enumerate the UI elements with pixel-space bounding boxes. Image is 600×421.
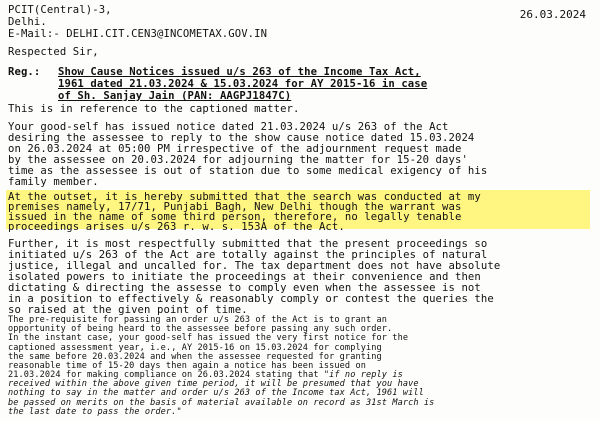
letter-date: 26.03.2024	[519, 8, 586, 21]
para3-line: initiated u/s 263 of the Act are totally against the principles of natural	[8, 249, 488, 261]
para1-line: time as the assessee is out of station due to some medical exigency of his	[8, 165, 488, 177]
quote-line: be passed on merits on the basis of material available on record as 31st March is	[8, 397, 435, 408]
para1-line: Your good-self has issued notice dated 21.03.2024 u/s 263 of the Act	[8, 121, 449, 133]
intro-line: This is in reference to the captioned matter.	[8, 103, 300, 115]
para4-line: captioned assessment year, i.e., AY 2015-16 on 15.03.2024 for complying	[8, 342, 382, 353]
para3-line: justice, illegal and uncalled for. The tax department does not have absolute	[8, 260, 501, 272]
para3-line: in a position to effectively & reasonably comply or contest the queries the	[8, 293, 494, 305]
para2-line: At the outset, it is hereby submitted that the search was conducted at my	[8, 191, 481, 203]
para4-line-text: 21.03.2024 for making compliance on 26.03.2024 stating that	[8, 370, 319, 381]
salutation: Respected Sir,	[8, 46, 99, 58]
para3-line: isolated powers to initiate the proceedings at their convenience and then	[8, 271, 481, 283]
quote-text: "if no reply is	[323, 370, 403, 381]
email-line: E-Mail:- DELHI.CIT.CEN3@INCOMETAX.GOV.IN	[8, 28, 268, 40]
office-line: PCIT(Central)-3,	[8, 4, 112, 16]
para1-line: on 26.03.2024 at 05:00 PM irrespective of the adjournment request made	[8, 143, 462, 155]
para1-line: desiring the assessee to reply to the show cause notice dated 15.03.2024	[8, 132, 475, 144]
para3-line: so raised at the given point of time.	[8, 304, 248, 316]
reg-line-3: of Sh. Sanjay Jain (PAN: AAGPJ1847C)	[58, 90, 292, 102]
para2-line: proceedings arises u/s 263 r. w. s. 153A of the Act.	[8, 221, 345, 233]
para1-line: by the assessee on 20.03.2024 for adjourning the matter for 15-20 days'	[8, 154, 468, 166]
para4-line: the same before 20.03.2024 and when the assessee requested for granting	[8, 351, 382, 362]
para4-line: The pre-requisite for passing an order u/s 263 of the Act is to grant an	[8, 315, 388, 325]
reg-label: Reg.:	[8, 66, 41, 78]
para2-line: premises namely, 17/71, Punjabi Bagh, New Delhi though the warrant was	[8, 201, 462, 213]
quote-line: received within the above given time period, it will be presumed that you have	[8, 379, 419, 390]
para2-line: issued in the name of some third person, therefore, no legally tenable	[8, 211, 462, 223]
city-line: Delhi.	[8, 16, 47, 28]
quote-line: nothing to say in the matter and order u/s 263 of the Income tax Act, 1961 will	[8, 388, 424, 399]
para3-line: Further, it is most respectfully submitted that the present proceedings so	[8, 238, 488, 250]
para4-line: In the instant case, your good-self has issued the very first notice for the	[8, 333, 409, 344]
quote-line: the last date to pass the order."	[8, 406, 182, 417]
para4-line: reasonable time of 15-20 days then again a notice has been issued on	[8, 360, 366, 371]
para4-line: opportunity of being heard to the assessee before passing any such order.	[8, 324, 393, 335]
para1-line: family member.	[8, 176, 99, 188]
para3-line: dictating & directing the assesse to comply even when the assessee is not	[8, 282, 481, 294]
reg-line-2: 1961 dated 21.03.2024 & 15.03.2024 for AY 2015-16 in case	[58, 78, 428, 90]
reg-line-1: Show Cause Notices issued u/s 263 of the Income Tax Act,	[58, 66, 421, 78]
